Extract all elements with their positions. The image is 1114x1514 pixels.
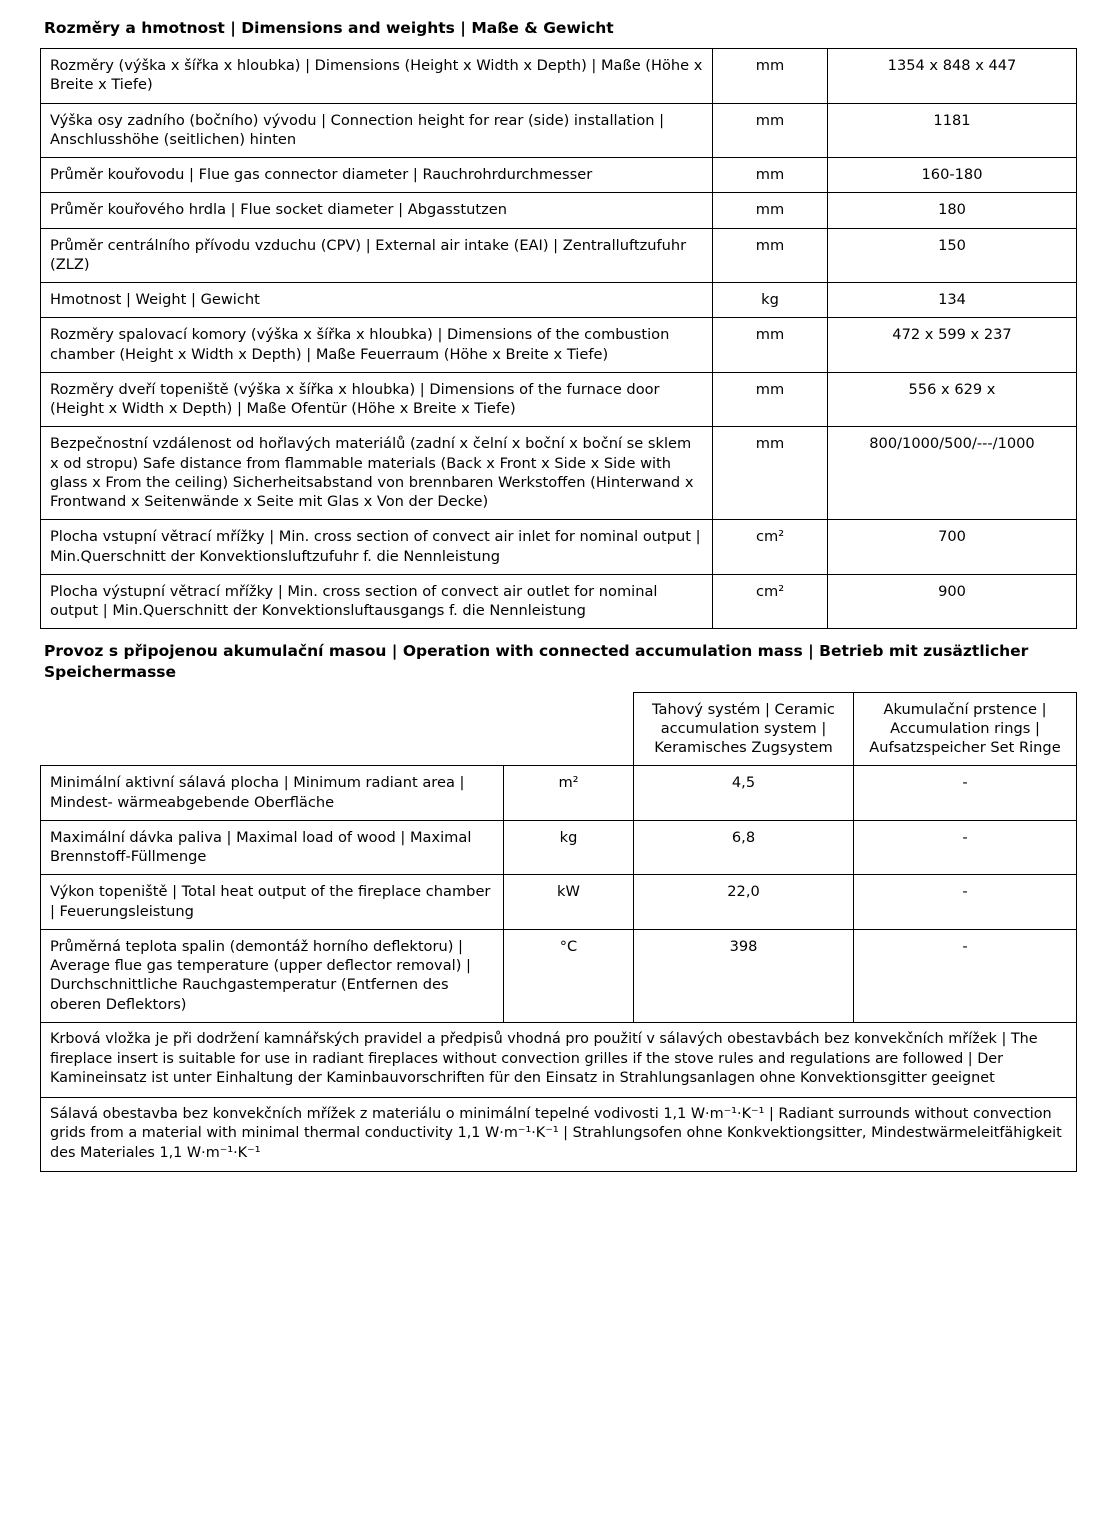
header-corner-empty <box>41 692 504 766</box>
column-header-accumulation-rings: Akumulační prstence | Accumulation rings | Aufsatzspeicher Set Ringe <box>854 692 1077 766</box>
row-value: 160-180 <box>828 158 1077 193</box>
row-unit: °C <box>504 929 634 1022</box>
row-value: 1181 <box>828 103 1077 158</box>
table-row <box>41 228 1077 283</box>
row-unit: mm <box>713 158 828 193</box>
table-row <box>41 193 1077 228</box>
row-value: 800/1000/500/---/1000 <box>828 427 1077 520</box>
row-unit: mm <box>713 427 828 520</box>
row-unit: mm <box>713 49 828 104</box>
section-title-dimensions: Rozměry a hmotnost | Dimensions and weights | Maße & Gewicht <box>44 19 614 37</box>
table-row <box>41 820 1077 875</box>
row-unit: cm² <box>713 574 828 629</box>
row-unit: mm <box>713 193 828 228</box>
row-value: 556 x 629 x <box>828 372 1077 427</box>
table-row <box>41 766 1077 821</box>
row-value-rings: - <box>854 875 1077 930</box>
row-label: Bezpečnostní vzdálenost od hořlavých materiálů (zadní x čelní x boční x boční se sklem x od stropu) Safe distance from flammable materials (Back x Front x Side x Side with glass x From the ceiling) Sicherheitsabstand von brennbaren Werkstoffen (Hinterwand x Frontwand x Seitenwände x Seite mit Glas x Von der Decke) <box>41 427 713 520</box>
row-unit: mm <box>713 318 828 373</box>
row-unit: mm <box>713 103 828 158</box>
table-row <box>41 103 1077 158</box>
note-radiant-surrounds-rules: Krbová vložka je při dodržení kamnářských pravidel a předpisů vhodná pro použití v sálavých obestavbách bez konvekčních mřížek | The fireplace insert is suitable for use in radiant fireplaces without convection grilles if the stove rules and regulations are followed | Der Kamineinsatz ist unter Einhaltung der Kaminbauvorschriften für den Einsatz in Strahlungsanlagen ohne Konvektionsgitter geeignet <box>41 1022 1077 1097</box>
section-title-accumulation: Provoz s připojenou akumulační masou | Operation with connected accumulation mass | Betrieb mit zusäztlicher Speichermasse <box>44 642 1029 681</box>
row-value: 180 <box>828 193 1077 228</box>
dimensions-table <box>40 48 1077 629</box>
row-label: Průměr kouřovodu | Flue gas connector diameter | Rauchrohrdurchmesser <box>41 158 713 193</box>
row-unit: mm <box>713 228 828 283</box>
row-unit: kg <box>504 820 634 875</box>
row-unit: mm <box>713 372 828 427</box>
row-unit: m² <box>504 766 634 821</box>
table-header-row <box>41 692 1077 766</box>
table-row <box>41 49 1077 104</box>
row-unit: cm² <box>713 520 828 575</box>
table-row <box>41 283 1077 318</box>
table-row <box>41 929 1077 1022</box>
note-thermal-conductivity: Sálavá obestavba bez konvekčních mřížek z materiálu o minimální tepelné vodivosti 1,1 W·m⁻¹·K⁻¹ | Radiant surrounds without convection grids from a material with minimal thermal conductivity 1,1 W·m⁻¹·K⁻¹ | Strahlungsofen ohne Konkvektiongsitter, Mindestwärmeleitfähigkeit des Materiales 1,1 W·m⁻¹·K⁻¹ <box>41 1097 1077 1172</box>
table-row <box>41 520 1077 575</box>
row-value: 700 <box>828 520 1077 575</box>
header-unit-empty <box>504 692 634 766</box>
row-unit: kg <box>713 283 828 318</box>
row-label: Rozměry spalovací komory (výška x šířka x hloubka) | Dimensions of the combustion chamber (Height x Width x Depth) | Maße Feuerraum (Höhe x Breite x Tiefe) <box>41 318 713 373</box>
row-value-rings: - <box>854 820 1077 875</box>
row-value: 472 x 599 x 237 <box>828 318 1077 373</box>
row-value-ceramic: 4,5 <box>634 766 854 821</box>
row-label: Plocha vstupní větrací mřížky | Min. cross section of convect air inlet for nominal output | Min.Querschnitt der Konvektionsluftzufuhr f. die Nennleistung <box>41 520 713 575</box>
table-row <box>41 318 1077 373</box>
row-value-ceramic: 22,0 <box>634 875 854 930</box>
table-row <box>41 427 1077 520</box>
row-label: Rozměry (výška x šířka x hloubka) | Dimensions (Height x Width x Depth) | Maße (Höhe x Breite x Tiefe) <box>41 49 713 104</box>
row-label: Plocha výstupní větrací mřížky | Min. cross section of convect air outlet for nominal output | Min.Querschnitt der Konvektionsluftausgangs f. die Nennleistung <box>41 574 713 629</box>
row-label: Minimální aktivní sálavá plocha | Minimum radiant area | Mindest- wärmeabgebende Oberfläche <box>41 766 504 821</box>
row-value-rings: - <box>854 766 1077 821</box>
row-unit: kW <box>504 875 634 930</box>
row-label: Průměr centrálního přívodu vzduchu (CPV) | External air intake (EAI) | Zentralluftzufuhr (ZLZ) <box>41 228 713 283</box>
row-value-ceramic: 6,8 <box>634 820 854 875</box>
table-row <box>41 158 1077 193</box>
row-value-rings: - <box>854 929 1077 1022</box>
table-note-row <box>41 1097 1077 1172</box>
row-label: Průměrná teplota spalin (demontáž horního deflektoru) | Average flue gas temperature (upper deflector removal) | Durchschnittliche Rauchgastemperatur (Entfernen des oberen Deflektors) <box>41 929 504 1022</box>
row-label: Rozměry dveří topeniště (výška x šířka x hloubka) | Dimensions of the furnace door (Height x Width x Depth) | Maße Ofentür (Höhe x Breite x Tiefe) <box>41 372 713 427</box>
row-label: Výška osy zadního (bočního) vývodu | Connection height for rear (side) installation | Anschlusshöhe (seitlichen) hinten <box>41 103 713 158</box>
row-value: 150 <box>828 228 1077 283</box>
row-value: 134 <box>828 283 1077 318</box>
row-label: Hmotnost | Weight | Gewicht <box>41 283 713 318</box>
row-value: 1354 x 848 x 447 <box>828 49 1077 104</box>
row-label: Maximální dávka paliva | Maximal load of wood | Maximal Brennstoff-Füllmenge <box>41 820 504 875</box>
row-label: Průměr kouřového hrdla | Flue socket diameter | Abgasstutzen <box>41 193 713 228</box>
table-row <box>41 574 1077 629</box>
accumulation-table <box>40 692 1077 1173</box>
column-header-ceramic-system: Tahový systém | Ceramic accumulation system | Keramisches Zugsystem <box>634 692 854 766</box>
table-note-row <box>41 1022 1077 1097</box>
row-label: Výkon topeniště | Total heat output of the fireplace chamber | Feuerungsleistung <box>41 875 504 930</box>
table-row <box>41 875 1077 930</box>
row-value-ceramic: 398 <box>634 929 854 1022</box>
row-value: 900 <box>828 574 1077 629</box>
table-row <box>41 372 1077 427</box>
